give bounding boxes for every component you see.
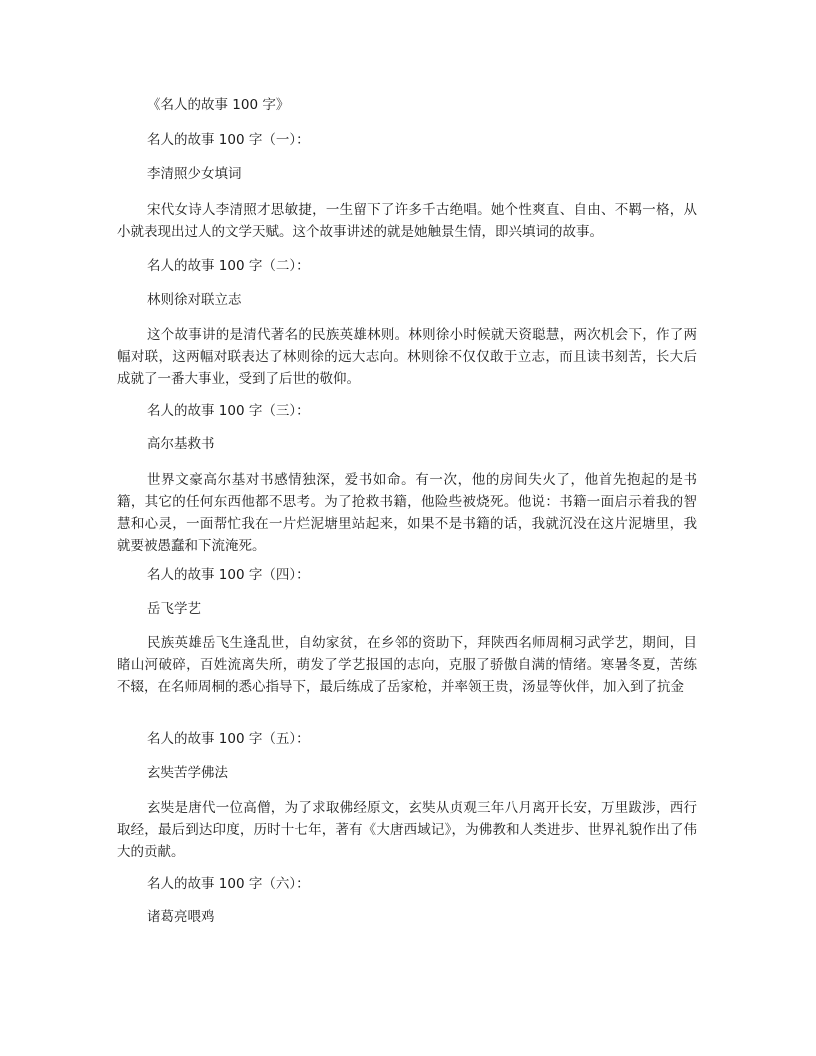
story-title: 李清照少女填词 xyxy=(147,166,242,182)
story-title: 高尔基救书 xyxy=(147,436,215,452)
section-heading: 名人的故事 100 字（五）： xyxy=(147,731,310,747)
section-heading: 名人的故事 100 字（一）： xyxy=(147,132,310,148)
story-paragraph: 世界文豪高尔基对书感情独深，爱书如命。有一次，他的房间失火了，他首先抱起的是书籍，其它的任何东西他都不思考。为了抢救书籍，他险些被烧死。他说：书籍一面启示着我的智慧和心灵，一面帮忙我在一片烂泥塘里站起来，如果不是书籍的话，我就沉没在这片泥塘里，我就要被愚蠢和下流淹死。 xyxy=(117,472,697,554)
section-heading: 名人的故事 100 字（四）： xyxy=(147,567,310,583)
story-paragraph: 这个故事讲的是清代著名的民族英雄林则。林则徐小时候就天资聪慧，两次机会下，作了两幅对联，这两幅对联表达了林则徐的远大志向。林则徐不仅仅敢于立志，而且读书刻苦，长大后成就了一番大事业，受到了后世的敬仰。 xyxy=(117,327,697,387)
story-paragraph: 玄奘是唐代一位高僧，为了求取佛经原文，玄奘从贞观三年八月离开长安，万里跋涉，西行取经，最后到达印度，历时十七年，著有《大唐西域记》，为佛教和人类进步、世界礼貌作出了伟大的贡献。 xyxy=(117,800,697,860)
story-title: 岳飞学艺 xyxy=(147,601,201,617)
document-title: 《名人的故事 100 字》 xyxy=(147,97,290,113)
story-title: 诸葛亮喂鸡 xyxy=(147,909,215,925)
section-heading: 名人的故事 100 字（三）： xyxy=(147,403,310,419)
section-heading: 名人的故事 100 字（二）： xyxy=(147,258,310,274)
story-title: 林则徐对联立志 xyxy=(147,292,242,308)
story-paragraph: 民族英雄岳飞生逢乱世，自幼家贫，在乡邻的资助下，拜陕西名师周桐习武学艺，期间，目睹山河破碎，百姓流离失所，萌发了学艺报国的志向，克服了骄傲自满的情绪。寒暑冬夏，苦练不辍，在名师周桐的悉心指导下，最后练成了岳家枪，并率领王贵，汤显等伙伴，加入到了抗金 xyxy=(117,635,697,695)
section-heading: 名人的故事 100 字（六）： xyxy=(147,876,310,892)
story-paragraph: 宋代女诗人李清照才思敏捷，一生留下了许多千古绝唱。她个性爽直、自由、不羁一格，从小就表现出过人的文学天赋。这个故事讲述的就是她触景生情，即兴填词的故事。 xyxy=(117,202,697,240)
story-title: 玄奘苦学佛法 xyxy=(147,765,228,781)
